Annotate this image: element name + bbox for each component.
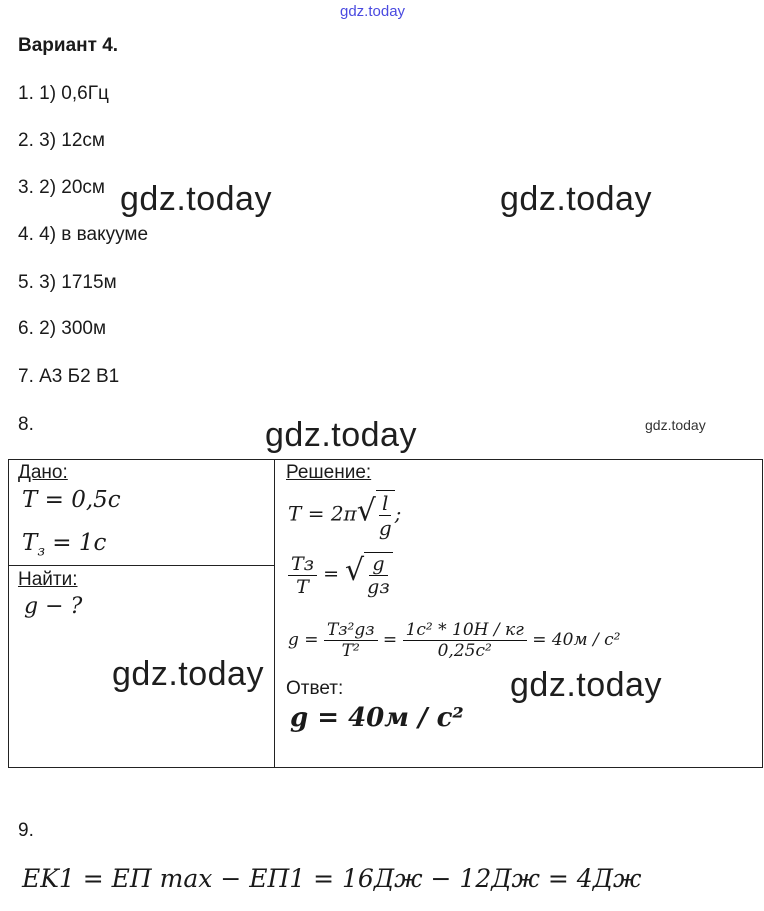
- table-horizontal-divider: [8, 565, 275, 566]
- watermark-1: gdz.today: [120, 180, 272, 218]
- variant-title: Вариант 4.: [18, 35, 119, 56]
- given-earth-period: $T_з = 1c$: [22, 530, 107, 560]
- given-period: T = 0,5c: [22, 487, 121, 513]
- task9-number: 9.: [18, 820, 34, 841]
- equation-g-calc: g = $\frac{\text{Tз²gз}}{\text{T²}}$ = $\frac{\text{1c² * 10Н / кг}}{\text{0,25c²}}$ = 40м / c²: [288, 620, 621, 661]
- watermark-small: gdz.today: [645, 417, 706, 433]
- answer-7: 7. А3 Б2 В1: [18, 366, 120, 387]
- given-label: Дано:: [18, 462, 68, 483]
- equation-pendulum-period: T = 2π√ $\frac{l}{g}$ ;: [288, 491, 402, 540]
- watermark-3: gdz.today: [265, 416, 417, 454]
- answer-2: 2. 3) 12см: [18, 130, 105, 151]
- answer-4: 4. 4) в вакууме: [18, 224, 149, 245]
- table-vertical-divider: [274, 459, 275, 768]
- find-label: Найти:: [18, 569, 78, 590]
- watermark-2: gdz.today: [500, 180, 652, 218]
- answer-6: 6. 2) 300м: [18, 318, 107, 339]
- answer-3: 3. 2) 20см: [18, 177, 105, 198]
- watermark-5: gdz.today: [510, 666, 662, 704]
- watermark-4: gdz.today: [112, 655, 264, 693]
- task9-equation: EK1 = EП max − EП1 = 16Дж − 12Дж = 4Дж: [22, 864, 642, 893]
- watermark-top: gdz.today: [340, 3, 406, 20]
- final-answer: g = 40м / c²: [290, 703, 464, 733]
- equation-period-ratio: $\frac{Tз}{T}$ = √ $\frac{g}{gз}$: [288, 552, 393, 598]
- answer-8-number: 8.: [18, 414, 34, 435]
- find-value: g − ?: [24, 594, 83, 619]
- answer-5: 5. 3) 1715м: [18, 272, 117, 293]
- answer-1: 1. 1) 0,6Гц: [18, 83, 109, 104]
- answer-label: Ответ:: [286, 678, 344, 699]
- solution-label: Решение:: [286, 462, 372, 483]
